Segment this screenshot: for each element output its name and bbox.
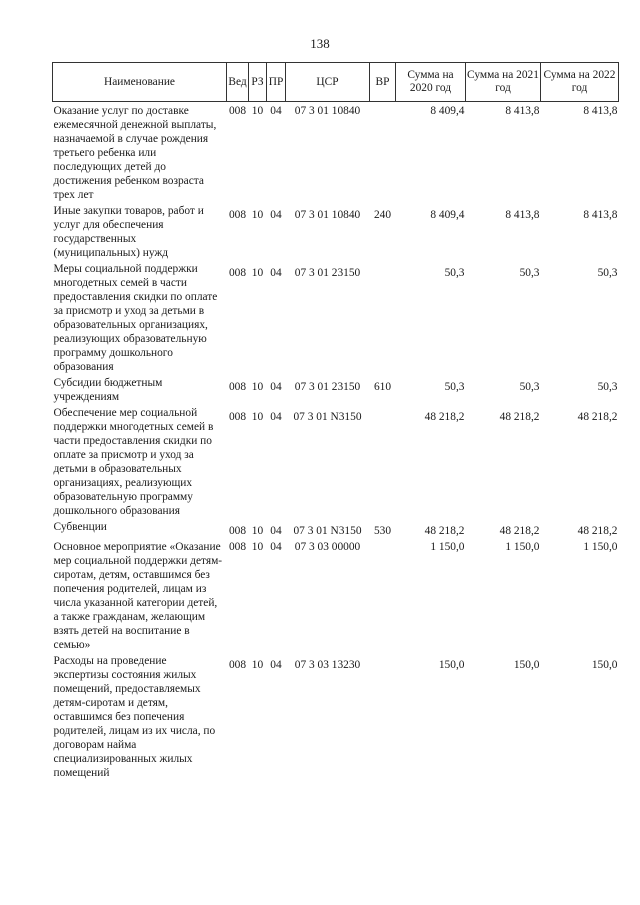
row-ved: 008 bbox=[228, 105, 247, 117]
row-sum-2020: 150,0 bbox=[438, 659, 465, 671]
row-rz: 10 bbox=[251, 411, 264, 423]
row-csr: 07 3 01 N3150 bbox=[293, 411, 362, 423]
row-sum-2022: 50,3 bbox=[597, 381, 618, 393]
table-row bbox=[53, 202, 619, 260]
row-vr: 610 bbox=[373, 381, 392, 393]
row-pr: 04 bbox=[270, 105, 282, 117]
row-csr: 07 3 01 10840 bbox=[294, 105, 361, 117]
row-vr bbox=[370, 652, 396, 780]
row-pr: 04 bbox=[270, 209, 282, 221]
row-sum-2020: 50,3 bbox=[444, 267, 465, 279]
row-sum-2021: 150,0 bbox=[513, 659, 540, 671]
row-sum-2020: 8 409,4 bbox=[430, 209, 465, 221]
header-sum-2021: Сумма на 2021 год bbox=[466, 63, 541, 102]
row-rz: 10 bbox=[251, 267, 264, 279]
table-row bbox=[53, 260, 619, 374]
row-rz: 10 bbox=[251, 525, 264, 537]
row-ved: 008 bbox=[228, 525, 247, 537]
table-row bbox=[53, 652, 619, 780]
row-csr: 07 3 01 N3150 bbox=[293, 525, 362, 537]
row-sum-2022: 8 413,8 bbox=[583, 105, 618, 117]
budget-table bbox=[52, 62, 619, 780]
row-name: Субвенции bbox=[53, 521, 107, 533]
row-sum-2020: 8 409,4 bbox=[430, 105, 465, 117]
row-name: Субсидии бюджетным учреждениям bbox=[53, 377, 163, 403]
header-csr: ЦСР bbox=[286, 63, 370, 102]
table-row bbox=[53, 518, 619, 538]
row-pr: 04 bbox=[270, 411, 282, 423]
row-name: Расходы на проведение экспертизы состояния жилых помещений, предоставляемых детям-сиротам и детям, оставшимся без попечения родителей, лицам из их числа, по договорам найма специализированных жилых помещений bbox=[53, 655, 216, 779]
row-csr: 07 3 01 23150 bbox=[294, 267, 361, 279]
header-ved: Вед bbox=[227, 63, 249, 102]
header-pr: ПР bbox=[267, 63, 286, 102]
header-vr: ВР bbox=[370, 63, 396, 102]
row-sum-2020: 48 218,2 bbox=[424, 525, 465, 537]
table-row bbox=[53, 404, 619, 518]
row-name: Обеспечение мер социальной поддержки многодетных семей в части предоставления скидки по оплате за присмотр и уход за детьми в образовательных организациях, реализующих образовательную программу дошкольного образования bbox=[53, 407, 214, 517]
row-name: Иные закупки товаров, работ и услуг для обеспечения государственных (муниципальных) нужд bbox=[53, 205, 204, 259]
row-sum-2021: 8 413,8 bbox=[505, 209, 540, 221]
row-sum-2021: 48 218,2 bbox=[499, 525, 540, 537]
row-sum-2022: 48 218,2 bbox=[577, 411, 618, 423]
row-sum-2021: 8 413,8 bbox=[505, 105, 540, 117]
header-sum-2020: Сумма на 2020 год bbox=[396, 63, 466, 102]
row-name: Меры социальной поддержки многодетных семей в части предоставления скидки по оплате за присмотр и уход за детьми в образовательных организациях, реализующих образовательную программу дошкольного образования bbox=[53, 263, 218, 373]
row-sum-2021: 50,3 bbox=[519, 381, 540, 393]
row-rz: 10 bbox=[251, 105, 264, 117]
row-csr: 07 3 01 10840 bbox=[294, 209, 361, 221]
row-sum-2022: 8 413,8 bbox=[583, 209, 618, 221]
row-ved: 008 bbox=[228, 267, 247, 279]
row-csr: 07 3 03 13230 bbox=[294, 659, 361, 671]
row-ved: 008 bbox=[228, 381, 247, 393]
row-vr: 530 bbox=[373, 525, 392, 537]
row-ved: 008 bbox=[228, 541, 247, 553]
row-ved: 008 bbox=[228, 659, 247, 671]
header-rz: РЗ bbox=[249, 63, 267, 102]
row-vr bbox=[370, 102, 396, 203]
row-sum-2022: 150,0 bbox=[591, 659, 618, 671]
row-rz: 10 bbox=[251, 541, 264, 553]
table-row bbox=[53, 102, 619, 203]
row-rz: 10 bbox=[251, 209, 264, 221]
row-sum-2021: 50,3 bbox=[519, 267, 540, 279]
page-number: 138 bbox=[310, 36, 330, 51]
row-sum-2020: 50,3 bbox=[444, 381, 465, 393]
row-vr bbox=[370, 538, 396, 652]
table-header-row bbox=[53, 63, 619, 102]
table-row bbox=[53, 538, 619, 652]
row-pr: 04 bbox=[270, 267, 282, 279]
row-pr: 04 bbox=[270, 541, 282, 553]
header-name: Наименование bbox=[53, 63, 227, 102]
table-row bbox=[53, 374, 619, 404]
row-vr: 240 bbox=[373, 209, 392, 221]
row-csr: 07 3 01 23150 bbox=[294, 381, 361, 393]
row-vr bbox=[370, 404, 396, 518]
row-sum-2020: 1 150,0 bbox=[430, 541, 465, 553]
row-pr: 04 bbox=[270, 659, 282, 671]
row-name: Основное мероприятие «Оказание мер социальной поддержки детям-сиротам, детям, оставшимся без попечения родителей, лицам из числа указанной категории детей, а также гражданам, желающим взять детей на воспитание в семью» bbox=[53, 541, 223, 651]
row-name: Оказание услуг по доставке ежемесячной денежной выплаты, назначаемой в случае рождения третьего ребенка или последующих детей до достижения ребенком возраста трех лет bbox=[53, 105, 217, 201]
row-ved: 008 bbox=[228, 411, 247, 423]
row-rz: 10 bbox=[251, 381, 264, 393]
row-pr: 04 bbox=[270, 525, 282, 537]
row-pr: 04 bbox=[270, 381, 282, 393]
row-sum-2022: 48 218,2 bbox=[577, 525, 618, 537]
row-sum-2022: 1 150,0 bbox=[583, 541, 618, 553]
row-sum-2022: 50,3 bbox=[597, 267, 618, 279]
row-sum-2021: 48 218,2 bbox=[499, 411, 540, 423]
row-rz: 10 bbox=[251, 659, 264, 671]
row-ved: 008 bbox=[228, 209, 247, 221]
row-sum-2021: 1 150,0 bbox=[505, 541, 540, 553]
row-sum-2020: 48 218,2 bbox=[424, 411, 465, 423]
row-vr bbox=[370, 260, 396, 374]
header-sum-2022: Сумма на 2022 год bbox=[541, 63, 619, 102]
row-csr: 07 3 03 00000 bbox=[294, 541, 361, 553]
